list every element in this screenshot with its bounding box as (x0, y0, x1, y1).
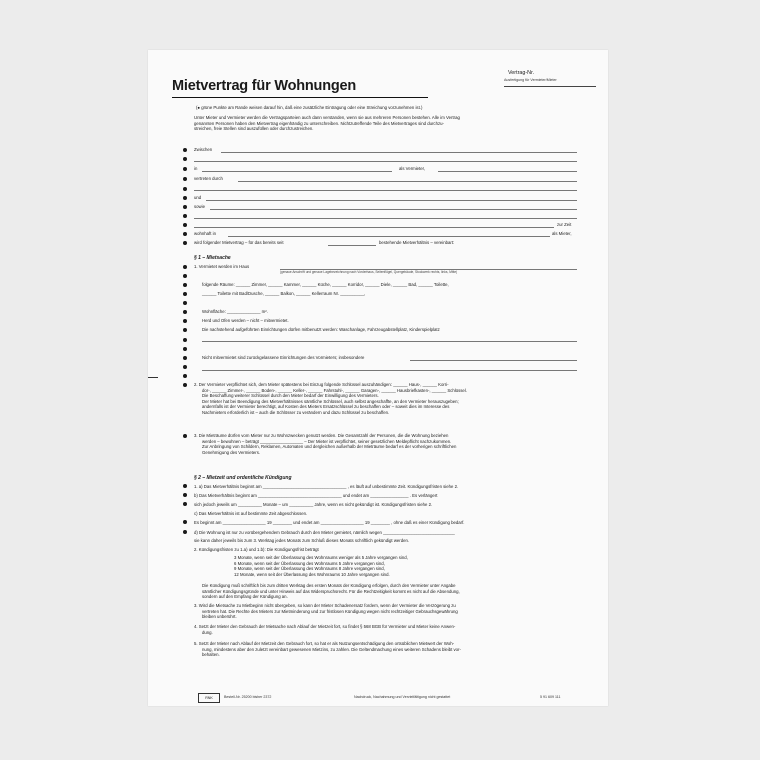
margin-marker-dot (183, 187, 187, 191)
s2-item3 (194, 603, 458, 620)
notice-period: 6 Monate, wenn seit der Überlassung des Wohnraums 5 Jahre vergangen sind, (234, 560, 385, 566)
order-number: Bestell-Nr. 25200 bisher 2372 (224, 695, 272, 699)
s1-item2-line: Nachmieters erforderlich ist – auch die Schlösser zu verändern und dazu Schlüssel zu beschaffen. (202, 409, 390, 415)
s1-item3-line: Genehmigung des Vermieters. (202, 449, 261, 455)
s2-line: sie kann daher jeweils bis zum 3. Werktag jedes Monats zum Schluß dieses Monats schriftlich gekündigt werden. (194, 538, 410, 543)
margin-marker-dot (183, 223, 187, 227)
margin-marker-dot (183, 530, 187, 534)
margin-marker-dot (183, 232, 187, 236)
notice-period: 3 Monate, wenn seit der Überlassung des Wohnraums weniger als 5 Jahre vergangen sind, (234, 555, 408, 560)
s1-not-rented: Nicht mitvermietet sind zurückgelassene Einrichtungen des Vormieters; insbesondere (202, 355, 365, 360)
form-code: 5 91 609 111 (540, 695, 561, 699)
label-zur-zeit: zur Zeit (557, 222, 572, 227)
s1-item2-line: andernfalls ist der Vermieter berechtigt, auf Kosten des Mieters Ersatzschlüssel zu beschaffen oder – soweit dies im Interesse des (202, 404, 450, 409)
margin-marker-dot (183, 328, 187, 332)
s2-kuendigung-line: Die Kündigung muß schriftlich bis zum dritten Werktag des ersten Monats der Kündigung erfolgen, durch den Vermieter unter Angabe (202, 583, 456, 588)
s1-stove: Herd und Ofen werden – nicht – mitvermietet. (202, 318, 289, 323)
margin-marker-dot (183, 520, 187, 524)
field-zwischen[interactable] (221, 152, 577, 153)
margin-marker-dot (183, 383, 187, 387)
s2-item5-line: behalten. (202, 652, 220, 657)
fold-mark (148, 377, 158, 378)
field-line[interactable] (438, 171, 577, 172)
s2-line: 1. a) Das Mietverhältnis beginnt am ___________________________________ , es läuft auf unbestimmte Zeit. Kündigungsfristen siehe 2. (194, 484, 459, 489)
s1-item2-line: Der Mieter hat bei Beendigung des Mietverhältnisses sämtliche Schlüssel, auch selbst angeschaffte, an den Vermieter herauszugeben; (202, 398, 459, 404)
field-in[interactable] (202, 171, 392, 172)
margin-marker-dot (183, 241, 187, 245)
label-zwischen: Zwischen (194, 147, 213, 152)
margin-marker-dot (183, 484, 187, 488)
label-in: in (194, 166, 198, 171)
s2-line: c) Das Mietverhältnis ist auf bestimmte Zeit abgeschlossen. (194, 511, 308, 516)
margin-marker-dot (183, 310, 187, 314)
label-vertreten-durch: vertreten durch (194, 176, 223, 181)
field-wohnhaft-in[interactable] (228, 236, 550, 237)
contract-number-field[interactable] (504, 86, 596, 87)
s1-item1-hint: (genaue Anschrift und genaue Lagebezeichnung nach Vorderhaus, Seitenflügel, Quergebäude, Stockwerk rechts, links, Mitte) (280, 270, 458, 274)
margin-marker-dot (183, 265, 187, 269)
field-not-rented[interactable] (410, 360, 577, 361)
label-und: und (194, 195, 202, 200)
notice-period: 9 Monate, wenn seit der Überlassung des Wohnraums 8 Jahre vergangen sind, (234, 566, 385, 571)
field-line[interactable] (194, 218, 577, 219)
field-sowie[interactable] (210, 209, 577, 210)
hint-text: (● grüne Punkte am Rande weisen darauf hin, daß eine zusätzliche Eintragung oder eine Streichung vorzunehmen ist.) (196, 105, 423, 110)
s2-item5-line: nung, mindestens aber den zuletzt vereinbart gewesenen Mietzins, zu zahlen. Die Geltendmachung eines weiteren Schadens bleibt vor- (202, 646, 461, 652)
s2-kuendigung-line: sondern auf den Empfang der Kündigung an. (202, 594, 288, 599)
s2-item5 (194, 641, 461, 658)
s2-line: d) Die Wohnung ist nur zu vorübergehendem Gebrauch durch den Mieter gemietet, nämlich wegen ______________________________ (194, 530, 455, 535)
s1-item3 (194, 433, 456, 455)
s2-item4 (194, 624, 455, 635)
s2-kuendigung (202, 583, 460, 600)
label-sowie: sowie (194, 204, 205, 209)
document-title: Mietvertrag für Wohnungen (172, 78, 357, 94)
s2-line: b) Das Mietverhältnis beginnt am ___________________________________ und endet am ________________ . Es verlängert (194, 493, 438, 498)
field-line[interactable] (194, 161, 577, 162)
margin-marker-dot (183, 347, 187, 351)
intro-paragraph (194, 115, 460, 132)
label-als-vermieter: als Vermieter, (399, 166, 426, 171)
section-1-heading: § 1 – Mietsache (194, 255, 231, 261)
s2-notice-periods (234, 555, 408, 577)
s1-item3-line: 3. Die Mieträume dürfen vom Mieter nur zu Wohnzwecken genutzt werden. Die Gesamtzahl der Personen, die die Wohnung beziehen (194, 433, 449, 438)
text-wird-folgender: wird folgender Mietvertrag – für das bereits seit (194, 240, 284, 245)
label-wohnhaft-in: wohnhaft in (194, 231, 216, 236)
margin-marker-dot (183, 274, 187, 278)
margin-marker-dot (183, 283, 187, 287)
field-line[interactable] (202, 341, 577, 342)
text-bestehende: bestehende Mietverhältnis – vereinbart: (379, 240, 455, 245)
margin-marker-dot (183, 502, 187, 506)
s2-item5-line: 5. Setzt der Mieter nach Ablauf der Mietzeit den Gebrauch fort, so hat er als Nutzungsentschädigung den ortsüblichen Mietwert der Woh- (194, 641, 455, 646)
margin-marker-dot (183, 205, 187, 209)
contract-number-sublabel: Ausfertigung für Vermieter/Mieter (504, 78, 557, 82)
intro-line: Unter Mieter und Vermieter werden die Vertragsparteien auch dann verstanden, wenn sie aus mehreren Personen bestehen. Alle im Vertrag (194, 115, 460, 120)
margin-marker-dot (183, 177, 187, 181)
s2-item4-line: dung. (202, 629, 213, 635)
margin-marker-dot (183, 214, 187, 218)
contract-sheet (148, 50, 608, 706)
margin-marker-dot (183, 292, 187, 296)
margin-marker-dot (183, 356, 187, 360)
s2-line: 2. Kündigungsfristen zu 1.a) und 1.b): Die Kündigungsfrist beträgt (194, 547, 319, 552)
section-2-heading: § 2 – Mietzeit und ordentliche Kündigung (194, 475, 292, 481)
s2-kuendigung-line: sämtlicher Kündigungsgründe und unter Hinweis auf das Widerspruchsrecht. Für die Rechtzeitigkeit kommt es nicht auf die Absendung, (202, 588, 460, 594)
margin-marker-dot (183, 374, 187, 378)
s1-item3-line: Zur Anbringung von Schildern, Reklamen, Automaten und dergleichen außerhalb der Mieträume bedarf es der vorherigen schriftlichen (202, 444, 457, 449)
s1-item2-line: 2. Der Vermieter verpflichtet sich, dem Mieter spätestens bei Einzug folgende Schlüssel auszuhändigen: ______ Haus-, ______ Korri- (194, 382, 449, 387)
margin-marker-dot (183, 493, 187, 497)
s1-item2 (194, 382, 467, 415)
s1-item2-line: dor-, ______ Zimmer-, ______ Boden-, ______ Keller-, ______ Fahrstuhl-, ______ Garagen-, ______ Hausbriefkasten-, ______ Schlüssel. (202, 387, 467, 393)
s1-shared-facilities: Die nachstehend aufgeführten Einrichtungen dürfen mitbenutzt werden: Waschanlage, Fahrzeugabstellplatz, Kinderspielplatz (202, 327, 440, 332)
label-als-mieter: als Mieter, (552, 231, 572, 236)
intro-line: genannten Personen haben den Mietvertrag eigenhändig zu unterschreiben. Nichtzutreffende Teile des Mietvertrages sind durchzu- (194, 120, 444, 126)
s2-item3-line: 3. Wird die Mietsache zu Mietbeginn nicht übergeben, so kann der Mieter Schadenersatz fordern, wenn der Vermieter die Verzögerung zu (194, 603, 456, 608)
margin-marker-dot (183, 434, 187, 438)
field-line[interactable] (194, 190, 577, 191)
s2-item3-line: bleiben unberührt. (202, 614, 237, 619)
margin-marker-dot (183, 148, 187, 152)
margin-marker-dot (183, 319, 187, 323)
s1-living-area: Wohnfläche: ______________ m². (202, 309, 268, 314)
s1-rooms-line: folgende Räume: ______ Zimmer, ______ Kammer, ______ Küche, ______ Korridor, ______ Diele, ______ Bad, ______ Toilette, (202, 282, 449, 287)
s1-item3-line: werden – bewohnen – beträgt __________________ – Der Mieter ist verpflichtet, seiner gesetzlichen Meldepflicht nachzukommen. (202, 438, 452, 444)
margin-marker-dot (183, 301, 187, 305)
field-vertreten-durch[interactable] (238, 181, 577, 182)
s2-item3-line: vertreten hat. Die Rechte des Mieters zur Mietminderung und zur fristlosen Kündigung wegen nicht rechtzeitiger Gebrauchsgewährung (202, 608, 458, 614)
s2-line: Es beginnt am __________________ 19 ________ und endet am __________________ 19 ________ , ohne daß es einer Kündigung bedarf. (194, 520, 465, 525)
field-line[interactable] (194, 227, 554, 228)
s1-item2-line: Die Beschaffung weiterer Schlüssel durch den Mieter bedarf der Einwilligung des Vermieters. (202, 393, 379, 398)
margin-marker-dot (183, 338, 187, 342)
notice-period: 12 Monate, wenn seit der Überlassung des Wohnraums 10 Jahre vergangen sind. (234, 571, 390, 577)
s1-rooms-line: ______ Toilette mit Bad/Dusche, ______ Balkon, ______ Kellerraum Nr. __________, (202, 291, 366, 296)
intro-line: streichen, freie Stellen sind auszufüllen oder durchzustreichen. (194, 126, 314, 131)
title-underline (172, 97, 428, 98)
margin-marker-dot (183, 167, 187, 171)
contract-number-label: Vertrag-Nr. (508, 70, 535, 76)
copyright-notice: Nachdruck, Nachahmung und Vervielfältigung nicht gestattet (354, 695, 451, 699)
margin-marker-dot (183, 365, 187, 369)
s2-item4-line: 4. Setzt der Mieter den Gebrauch der Mietsache nach Ablauf der Mietzeit fort, so findet § 568 BGB für Vermieter und Mieter keine Anwen- (194, 624, 456, 629)
margin-marker-dot (183, 196, 187, 200)
publisher-logo: RNK (198, 693, 220, 703)
margin-marker-dot (183, 157, 187, 161)
s1-item1: 1. Vermietet werden im Haus (194, 264, 250, 269)
s2-line: sich jedoch jeweils um __________ Monate – um __________ Jahre, wenn es nicht gekündigt ist. Kündigungsfristen siehe 2. (194, 502, 433, 507)
field-line[interactable] (202, 370, 577, 371)
field-und[interactable] (206, 200, 577, 201)
field-seit[interactable] (328, 245, 376, 246)
